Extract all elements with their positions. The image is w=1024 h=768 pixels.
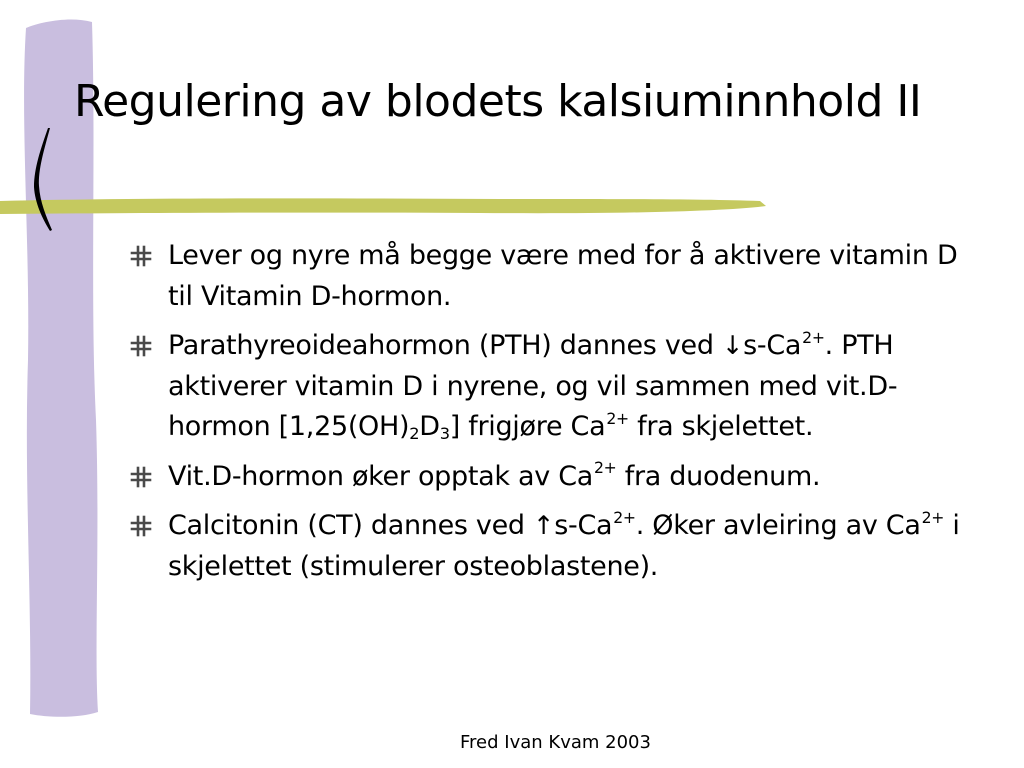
- slide-title: Regulering av blodets kalsiuminnhold II: [74, 76, 922, 127]
- text-run: . PTH aktiverer vitamin D i nyrene, og vil sammen med vit.D-hormon [1,25(OH): [168, 330, 898, 442]
- sup-text: 2+: [594, 458, 617, 478]
- hash-bullet-icon: [130, 245, 152, 267]
- sup-text: 2+: [802, 327, 825, 347]
- title-underline: [0, 198, 766, 214]
- sup-text: 2+: [613, 507, 636, 527]
- text-run: Parathyreoideahormon (PTH) dannes ved: [168, 330, 722, 361]
- bullet-item: [130, 326, 990, 448]
- bullet-item: [130, 236, 990, 317]
- arrow-glyph: ↓: [721, 331, 744, 361]
- hash-bullet-icon: [130, 515, 152, 537]
- bullet-text: [168, 507, 960, 582]
- bullet-item: [130, 457, 990, 498]
- text-run: s-Ca: [743, 330, 802, 361]
- text-run: . Øker avleiring av Ca: [635, 510, 921, 541]
- hash-bullet-icon: [130, 466, 152, 488]
- text-run: fra duodenum.: [616, 460, 821, 492]
- hash-bullet-icon: [130, 335, 152, 357]
- sub-text: 3: [439, 424, 450, 444]
- text-run: Calcitonin (CT) dannes ved: [168, 510, 534, 541]
- text-run: D: [419, 411, 440, 442]
- arrow-glyph: ↑: [533, 511, 555, 541]
- sub-text: 2: [409, 424, 420, 444]
- bullet-item: [130, 506, 990, 587]
- bullet-list: [130, 236, 990, 596]
- text-run: fra skjelettet.: [628, 411, 814, 442]
- bullet-text: [168, 327, 898, 444]
- footer-credit: Fred Ivan Kvam 2003: [460, 732, 651, 753]
- text-run: i skjelettet (stimulerer osteoblastene).: [168, 510, 960, 582]
- bullet-text: [168, 458, 821, 492]
- text-run: s-Ca: [554, 510, 613, 541]
- sup-text: 2+: [606, 408, 629, 428]
- bullet-text: [168, 240, 957, 312]
- text-run: Vit.D-hormon øker opptak av Ca: [168, 460, 593, 492]
- sup-text: 2+: [921, 507, 945, 527]
- text-run: ] frigjøre Ca: [449, 411, 606, 442]
- text-run: Lever og nyre må begge være med for å aktivere vitamin D til Vitamin D-hormon.: [168, 240, 958, 312]
